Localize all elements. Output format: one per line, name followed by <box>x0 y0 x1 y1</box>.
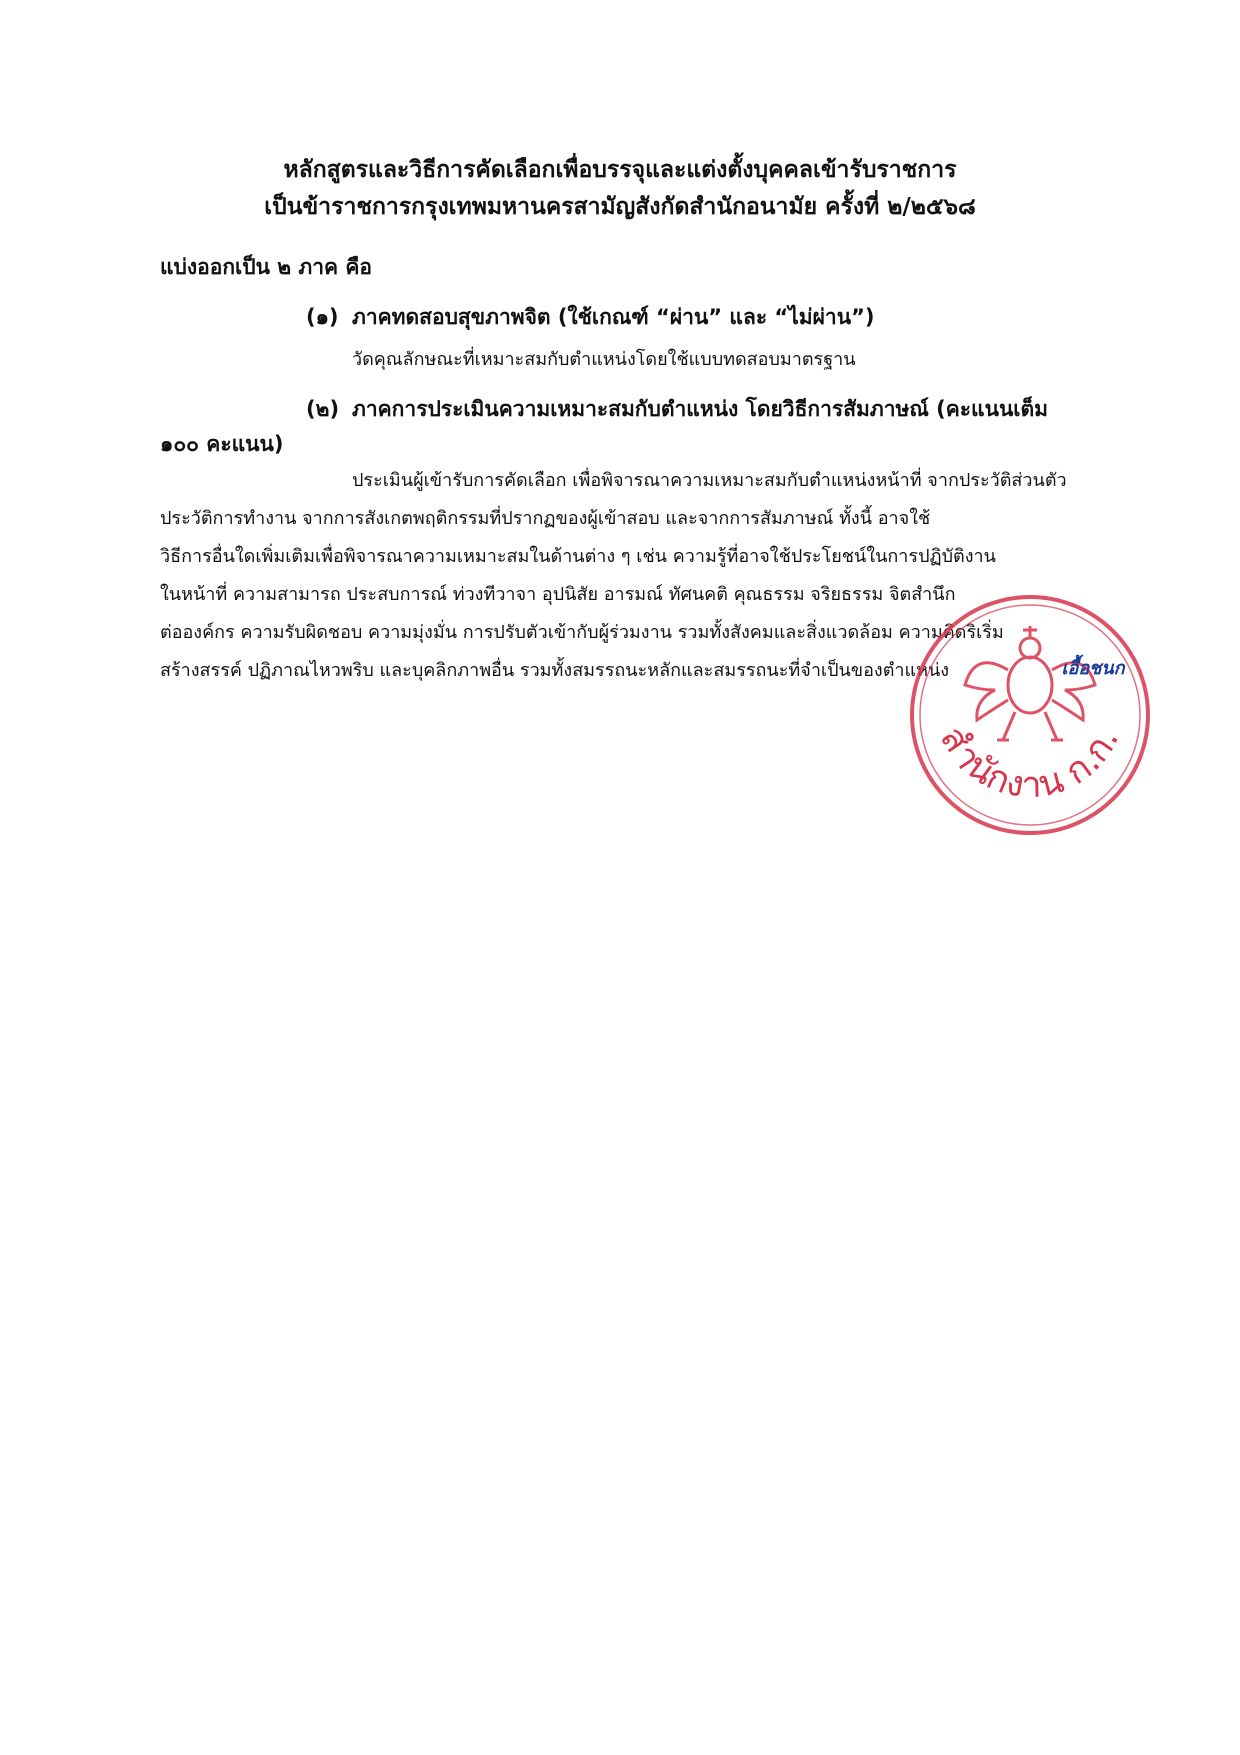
paragraph-line-3: วิธีการอื่นใดเพิ่มเติมเพื่อพิจารณาความเหมาะสมในด้านต่าง ๆ เช่น ความรู้ที่อาจใช้ประโยชน์ในการปฏิบัติงาน <box>160 546 996 567</box>
section-2-heading-continued: ๑๐๐ คะแนน) <box>160 432 284 456</box>
paragraph-line-4: ในหน้าที่ ความสามารถ ประสบการณ์ ท่วงทีวาจา อุปนิสัย อารมณ์ ทัศนคติ คุณธรรม จริยธรรม จิตสำนึก <box>160 584 956 605</box>
section-2-number: (๒) <box>306 397 340 421</box>
document-title-line-2: เป็นข้าราชการกรุงเทพมหานครสามัญสังกัดสำนักอนามัย ครั้งที่ ๒/๒๕๖๘ <box>264 194 976 220</box>
section-1-description: วัดคุณลักษณะที่เหมาะสมกับตำแหน่งโดยใช้แบบทดสอบมาตรฐาน <box>352 349 856 370</box>
section-1-heading <box>306 301 874 334</box>
paragraph-line-1: ประเมินผู้เข้ารับการคัดเลือก เพื่อพิจารณาความเหมาะสมกับตำแหน่งหน้าที่ จากประวัติส่วนตัว <box>352 470 1067 491</box>
section-1-title: ภาคทดสอบสุขภาพจิต (ใช้เกณฑ์ “ผ่าน” และ “ไม่ผ่าน”) <box>352 305 875 329</box>
section-2-heading <box>306 393 1048 426</box>
stamp-text: สำนักงาน ก.ก. <box>931 719 1128 807</box>
section-2-title: ภาคการประเมินความเหมาะสมกับตำแหน่ง โดยวิธีการสัมภาษณ์ (คะแนนเต็ม <box>352 397 1048 421</box>
section-1-number: (๑) <box>306 305 339 329</box>
handwritten-signature: เอื้อชนก <box>1061 658 1125 679</box>
official-seal-stamp <box>905 590 1155 840</box>
paragraph-line-5: ต่อองค์กร ความรับผิดชอบ ความมุ่งมั่น การปรับตัวเข้ากับผู้ร่วมงาน รวมทั้งสังคมและสิ่งแวดล้อม ความคิดริเริ่ม <box>160 622 1004 643</box>
document-title-line-1: หลักสูตรและวิธีการคัดเลือกเพื่อบรรจุและแต่งตั้งบุคคลเข้ารับราชการ <box>283 157 957 183</box>
garuda-emblem-icon <box>965 626 1095 740</box>
paragraph-line-2: ประวัติการทำงาน จากการสังเกตพฤติกรรมที่ปรากฏของผู้เข้าสอบ และจากการสัมภาษณ์ ทั้งนี้ อาจใช้ <box>160 508 931 529</box>
intro-text: แบ่งออกเป็น ๒ ภาค คือ <box>160 255 373 279</box>
paragraph-line-6: สร้างสรรค์ ปฏิภาณไหวพริบ และบุคลิกภาพอื่น รวมทั้งสมรรถนะหลักและสมรรถนะที่จำเป็นของตำแหน่ง <box>160 660 950 681</box>
